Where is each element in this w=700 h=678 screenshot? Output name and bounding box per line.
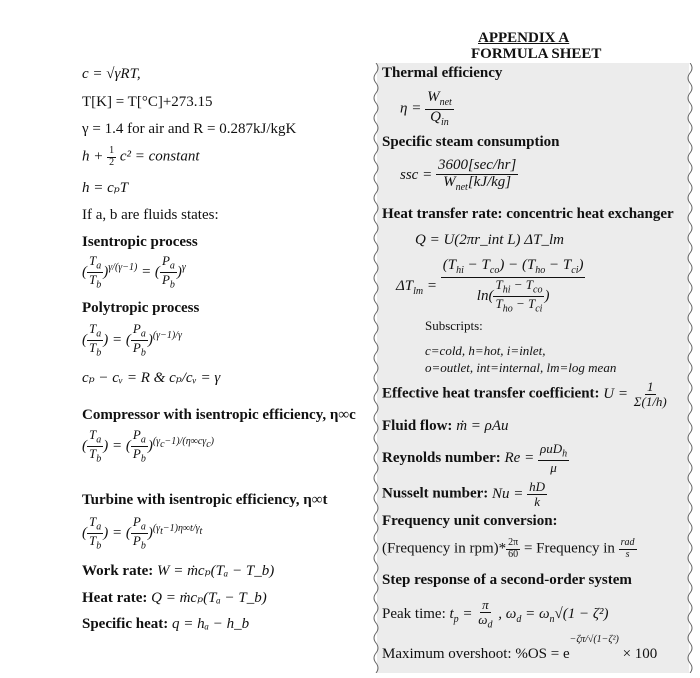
thermal-efficiency-eq: η = $\frac{W_{net}}{Q_{in}}$	[400, 89, 452, 128]
work-rate-label: Work rate:	[82, 563, 154, 579]
heat-rate	[82, 588, 267, 607]
left-wavy-border	[372, 63, 380, 673]
polytropic-eq: ( $\frac{T_a}{T_b}$ ) = ( $\frac{P_a}{P_b}$ )$^{(\gamma-1)/\gamma}$	[82, 321, 182, 359]
ssc-eq: ssc = $\frac{3600[\sec/hr]}{W_{net}[kJ/kg]}$	[400, 157, 517, 193]
nusselt-number: Nusselt number: Nu = $\frac{hD}{k}$	[382, 479, 546, 509]
heat-rate-label: Heat rate:	[82, 590, 148, 606]
specific-heat-eq: q = hₐ − h_b	[171, 616, 250, 632]
heat-transfer-title: Heat transfer rate: concentric heat exchanger	[382, 206, 674, 222]
subscripts-label: Subscripts:	[425, 318, 483, 333]
appendix-title: APPENDIX A	[478, 30, 570, 46]
gamma-statement: γ = 1.4 for air and R = 0.287kJ/kgK	[82, 121, 297, 137]
ssc-title: Specific steam consumption	[382, 134, 560, 150]
thermal-efficiency-title: Thermal efficiency	[382, 65, 503, 81]
overshoot-eq: Maximum overshoot: $\%OS = e^{-\zeta\pi/√(1-\zeta^2)} \times 100$	[382, 634, 658, 662]
lmtd-eq: $\Delta T_{lm}$ = $(T_{hi} - T_{co}) - (T_{ho} - T_{ci})$ ln( $\frac{T_{hi} - T_{co}}{T_{ho} - T_{ci}}$ )	[396, 257, 584, 315]
heat-rate-eq: Q = ṁcₚ(Tₐ − T_b)	[151, 590, 267, 606]
effective-coefficient-label: Effective heat transfer coefficient:	[382, 385, 600, 402]
nusselt-label: Nusselt number:	[382, 485, 489, 502]
energy-eq	[82, 146, 199, 168]
turbine-eq: ( $\frac{T_a}{T_b}$ ) = ( $\frac{P_a}{P_b}$ )$^{(\gamma_t-1)\eta\infty t/\gamma_t}$	[82, 514, 203, 552]
overshoot-prefix: Maximum overshoot: %OS = e	[382, 646, 570, 662]
frequency-title: Frequency unit conversion:	[382, 513, 558, 529]
step-response-title: Step response of a second-order system	[382, 572, 632, 588]
energy-eq-suffix: c² = constant	[119, 148, 200, 165]
turbine-title: Turbine with isentropic efficiency, η∞t	[82, 492, 328, 508]
right-wavy-border	[686, 63, 694, 673]
work-rate-eq: W = ṁcₚ(Tₐ − T_b)	[156, 563, 275, 579]
specific-heats-eq: cₚ − cᵥ = R & cₚ/cᵥ = γ	[82, 370, 221, 386]
fluid-flow-label: Fluid flow:	[382, 418, 453, 434]
polytropic-title: Polytropic process	[82, 300, 200, 316]
reynolds-number: Reynolds number: Re = $\frac{\rho uD_h}{\mu}$	[382, 441, 568, 476]
compressor-title: Compressor with isentropic efficiency, η∞c	[82, 407, 356, 423]
fluid-flow-eq: ṁ = ρAu	[456, 418, 509, 434]
frequency-middle: = Frequency in	[523, 540, 615, 557]
formula-sheet-title: FORMULA SHEET	[471, 46, 602, 62]
overshoot-suffix: × 100	[622, 646, 658, 662]
specific-heat-label: Specific heat:	[82, 616, 169, 632]
fluid-states-text: If a, b are fluids states:	[82, 207, 219, 223]
sound-speed-eq: c = √γRT,	[82, 66, 141, 82]
subscripts-line2: o=outlet, int=internal, lm=log mean	[425, 360, 617, 375]
half-fraction: $\frac{1}{2}$	[109, 145, 115, 168]
peak-time-eq: Peak time: $t_p$ = $\frac{\pi}{\omega_d}$ , $\omega_d = \omega_n√(1 - \zeta^2)$	[382, 597, 609, 631]
compressor-eq: ( $\frac{T_a}{T_b}$ ) = ( $\frac{P_a}{P_b}$ )$^{(\gamma_c-1)/(\eta\infty c\gamma_c)}$	[82, 427, 214, 465]
subscripts-line1: c=cold, h=hot, i=inlet,	[425, 343, 546, 358]
frequency-eq: (Frequency in rpm)* $\frac{2\pi}{60}$ = Frequency in $\frac{\text{rad}}{s}$	[382, 537, 635, 560]
isentropic-title: Isentropic process	[82, 234, 198, 250]
frequency-prefix: (Frequency in rpm)*	[382, 540, 507, 557]
enthalpy-eq: h = cₚT	[82, 180, 129, 196]
effective-coefficient: Effective heat transfer coefficient: U = $\frac{1}{\Sigma(1/h)}$	[382, 379, 667, 409]
fluid-flow	[382, 418, 509, 435]
specific-heat	[82, 616, 249, 633]
temperature-conversion: T[K] = T[°C]+273.15	[82, 94, 213, 110]
energy-eq-prefix: h +	[82, 148, 104, 165]
peak-time-label: Peak time:	[382, 605, 446, 622]
isentropic-eq: ( $\frac{T_a}{T_b}$ )$^{\gamma/(\gamma-1)}$ = ( $\frac{P_a}{P_b}$ )$^\gamma$	[82, 253, 186, 291]
heat-transfer-eq: Q = U(2πr_int L) ΔT_lm	[415, 232, 564, 248]
work-rate	[82, 561, 274, 580]
reynolds-label: Reynolds number:	[382, 449, 501, 466]
